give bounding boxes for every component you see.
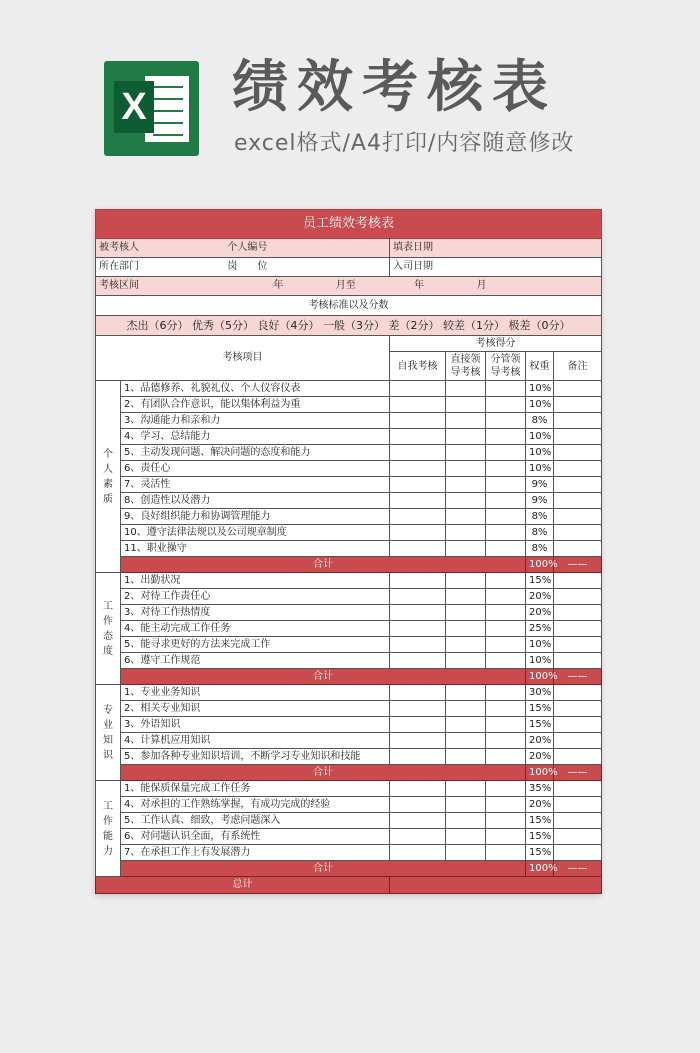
item-cell: 1、能保质保量完成工作任务 [121,781,390,797]
remark-cell[interactable] [554,493,602,509]
item-cell: 6、对问题认识全面，有系统性 [121,829,390,845]
direct-score-cell[interactable] [446,621,486,637]
category-cell [96,685,121,781]
table-row [96,397,602,413]
table-row [96,749,602,765]
self-score-cell[interactable] [390,493,446,509]
item-cell: 2、对待工作责任心 [121,589,390,605]
branch-score-cell[interactable] [486,541,526,557]
table-row [96,733,602,749]
item-cell: 1、品德修养、礼貌礼仪、个人仪容仪表 [121,381,390,397]
direct-score-cell[interactable] [446,637,486,653]
total-label: 总计 [96,877,390,894]
item-cell: 1、专业业务知识 [121,685,390,701]
col-branch: 分管领导考核 [486,352,526,381]
remark-cell[interactable] [554,845,602,861]
item-cell: 3、沟通能力和亲和力 [121,413,390,429]
weight-cell: 15% [526,829,554,845]
direct-score-cell[interactable] [446,541,486,557]
remark-cell[interactable] [554,461,602,477]
remark-cell[interactable] [554,589,602,605]
branch-score-cell[interactable] [486,525,526,541]
branch-score-cell[interactable] [486,829,526,845]
weight-cell: 20% [526,605,554,621]
table-row [96,605,602,621]
item-cell: 2、相关专业知识 [121,701,390,717]
branch-score-cell[interactable] [486,717,526,733]
remark-cell[interactable] [554,685,602,701]
direct-score-cell[interactable] [446,477,486,493]
weight-cell: 8% [526,525,554,541]
table-row [96,525,602,541]
table-row [96,797,602,813]
item-cell: 3、对待工作热情度 [121,605,390,621]
self-score-cell[interactable] [390,573,446,589]
direct-score-cell[interactable] [446,589,486,605]
item-cell: 4、能主动完成工作任务 [121,621,390,637]
self-score-cell[interactable] [390,797,446,813]
branch-score-cell[interactable] [486,813,526,829]
remark-cell[interactable] [554,829,602,845]
date-label: 填表日期 [393,242,433,253]
category-label: 专业知识 [103,704,113,761]
table-row [96,701,602,717]
weight-cell: 20% [526,589,554,605]
branch-score-cell[interactable] [486,621,526,637]
weight-cell: 10% [526,461,554,477]
sum-label: 合计 [121,765,526,781]
col-remark: 备注 [554,352,602,381]
table-row [96,477,602,493]
direct-score-cell[interactable] [446,461,486,477]
weight-cell: 10% [526,397,554,413]
self-score-cell[interactable] [390,541,446,557]
weight-cell: 20% [526,733,554,749]
sum-remark: —— [554,557,602,573]
branch-score-cell[interactable] [486,397,526,413]
branch-score-cell[interactable] [486,733,526,749]
criteria-title: 考核标准以及分数 [96,296,602,316]
self-score-cell[interactable] [390,845,446,861]
weight-cell: 15% [526,813,554,829]
weight-cell: 8% [526,413,554,429]
direct-score-cell[interactable] [446,445,486,461]
branch-score-cell[interactable] [486,637,526,653]
table-row [96,589,602,605]
direct-score-cell[interactable] [446,381,486,397]
self-score-cell[interactable] [390,445,446,461]
item-cell: 9、良好组织能力和协调管理能力 [121,509,390,525]
col-direct: 直接领导考核 [446,352,486,381]
id-label: 个人编号 [227,242,268,253]
total-value-cell[interactable] [390,877,602,894]
table-row [96,413,602,429]
table-row [96,621,602,637]
weight-cell: 15% [526,701,554,717]
sum-remark: —— [554,765,602,781]
branch-score-cell[interactable] [486,605,526,621]
remark-cell[interactable] [554,541,602,557]
table-row [96,637,602,653]
remark-cell[interactable] [554,637,602,653]
sum-row [96,765,602,781]
self-score-cell[interactable] [390,829,446,845]
category-label: 工作能力 [103,800,113,857]
weight-cell: 8% [526,541,554,557]
col-item: 考核项目 [96,336,390,381]
branch-score-cell[interactable] [486,781,526,797]
item-cell: 2、有团队合作意识，能以集体利益为重 [121,397,390,413]
weight-cell: 15% [526,573,554,589]
remark-cell[interactable] [554,733,602,749]
period-month-to: 月至 [335,280,356,291]
form-title: 员工绩效考核表 [96,210,602,239]
table-row [96,845,602,861]
item-cell: 11、职业操守 [121,541,390,557]
branch-score-cell[interactable] [486,685,526,701]
remark-cell[interactable] [554,605,602,621]
weight-cell: 15% [526,717,554,733]
item-cell: 5、能寻求更好的方法来完成工作 [121,637,390,653]
branch-score-cell[interactable] [486,381,526,397]
remark-cell[interactable] [554,621,602,637]
period-year2: 年 [414,280,425,291]
branch-score-cell[interactable] [486,573,526,589]
logo-letter: X [114,81,154,133]
self-score-cell[interactable] [390,781,446,797]
weight-cell: 20% [526,749,554,765]
category-label: 工作态度 [103,600,113,657]
name-label: 被考核人 [99,242,139,253]
self-score-cell[interactable] [390,525,446,541]
direct-score-cell[interactable] [446,813,486,829]
item-cell: 6、遵守工作规范 [121,653,390,669]
remark-cell[interactable] [554,413,602,429]
weight-cell: 25% [526,621,554,637]
table-row [96,445,602,461]
remark-cell[interactable] [554,573,602,589]
remark-cell[interactable] [554,429,602,445]
remark-cell[interactable] [554,813,602,829]
table-row [96,781,602,797]
remark-cell[interactable] [554,781,602,797]
item-cell: 4、对承担的工作熟练掌握，有成功完成的经验 [121,797,390,813]
direct-score-cell[interactable] [446,413,486,429]
self-score-cell[interactable] [390,477,446,493]
direct-score-cell[interactable] [446,797,486,813]
weight-cell: 10% [526,429,554,445]
self-score-cell[interactable] [390,413,446,429]
branch-score-cell[interactable] [486,797,526,813]
sum-weight: 100% [526,557,554,573]
self-score-cell[interactable] [390,605,446,621]
sum-label: 合计 [121,861,526,877]
weight-cell: 20% [526,797,554,813]
table-row [96,573,602,589]
info-cell[interactable] [96,239,390,258]
spreadsheet [95,209,601,894]
table-row [96,461,602,477]
dept-label: 所在部门 [99,261,139,272]
sum-remark: —— [554,861,602,877]
weight-cell: 10% [526,653,554,669]
page-subtitle: excel格式/A4打印/内容随意修改 [234,131,575,156]
table-row [96,653,602,669]
period-label: 考核区间 [99,280,139,291]
branch-score-cell[interactable] [486,701,526,717]
category-label: 个人素质 [103,448,113,505]
direct-score-cell[interactable] [446,653,486,669]
sum-row [96,669,602,685]
self-score-cell[interactable] [390,429,446,445]
remark-cell[interactable] [554,749,602,765]
remark-cell[interactable] [554,701,602,717]
weight-cell: 8% [526,509,554,525]
self-score-cell[interactable] [390,717,446,733]
excel-icon [104,61,199,156]
self-score-cell[interactable] [390,589,446,605]
sum-row [96,861,602,877]
direct-score-cell[interactable] [446,429,486,445]
item-cell: 4、计算机应用知识 [121,733,390,749]
banner [0,0,700,200]
branch-score-cell[interactable] [486,445,526,461]
remark-cell[interactable] [554,477,602,493]
sum-weight: 100% [526,765,554,781]
sum-row [96,557,602,573]
table-row [96,509,602,525]
weight-cell: 10% [526,637,554,653]
direct-score-cell[interactable] [446,829,486,845]
remark-cell[interactable] [554,397,602,413]
join-label: 入司日期 [393,261,433,272]
col-weight: 权重 [526,352,554,381]
direct-score-cell[interactable] [446,845,486,861]
item-cell: 6、责任心 [121,461,390,477]
self-score-cell[interactable] [390,653,446,669]
category-cell [96,781,121,877]
self-score-cell[interactable] [390,461,446,477]
item-cell: 7、灵活性 [121,477,390,493]
branch-score-cell[interactable] [486,429,526,445]
remark-cell[interactable] [554,653,602,669]
self-score-cell[interactable] [390,509,446,525]
self-score-cell[interactable] [390,397,446,413]
item-cell: 7、在承担工作上有发展潜力 [121,845,390,861]
direct-score-cell[interactable] [446,509,486,525]
branch-score-cell[interactable] [486,509,526,525]
info-cell[interactable] [96,258,390,277]
direct-score-cell[interactable] [446,733,486,749]
remark-cell[interactable] [554,381,602,397]
direct-score-cell[interactable] [446,605,486,621]
direct-score-cell[interactable] [446,493,486,509]
weight-cell: 10% [526,445,554,461]
table-row [96,493,602,509]
weight-cell: 35% [526,781,554,797]
direct-score-cell[interactable] [446,781,486,797]
table-row [96,829,602,845]
item-cell: 1、出勤状况 [121,573,390,589]
self-score-cell[interactable] [390,733,446,749]
direct-score-cell[interactable] [446,717,486,733]
direct-score-cell[interactable] [446,685,486,701]
category-cell [96,573,121,685]
item-cell: 5、主动发现问题、解决问题的态度和能力 [121,445,390,461]
info-cell[interactable] [390,258,602,277]
table-row [96,429,602,445]
branch-score-cell[interactable] [486,749,526,765]
direct-score-cell[interactable] [446,525,486,541]
weight-cell: 15% [526,845,554,861]
remark-cell[interactable] [554,445,602,461]
self-score-cell[interactable] [390,749,446,765]
table-row [96,685,602,701]
item-cell: 5、工作认真、细致，考虑问题深入 [121,813,390,829]
info-cell[interactable] [390,239,602,258]
weight-cell: 9% [526,477,554,493]
self-score-cell[interactable] [390,637,446,653]
branch-score-cell[interactable] [486,589,526,605]
item-cell: 10、遵守法律法规以及公司规章制度 [121,525,390,541]
category-cell [96,381,121,573]
item-cell: 3、外语知识 [121,717,390,733]
branch-score-cell[interactable] [486,493,526,509]
page-title: 绩效考核表 [232,55,557,120]
table-row [96,381,602,397]
branch-score-cell[interactable] [486,477,526,493]
remark-cell[interactable] [554,717,602,733]
table-row [96,813,602,829]
sum-weight: 100% [526,669,554,685]
direct-score-cell[interactable] [446,397,486,413]
criteria-line: 杰出（6分） 优秀（5分） 良好（4分） 一般（3分） 差（2分） 较差（1分） 极差（0分） [96,316,602,336]
branch-score-cell[interactable] [486,461,526,477]
sum-weight: 100% [526,861,554,877]
period-cell[interactable] [96,277,602,296]
sum-label: 合计 [121,557,526,573]
remark-cell[interactable] [554,509,602,525]
period-year1: 年 [273,280,284,291]
weight-cell: 30% [526,685,554,701]
table-row [96,717,602,733]
post-label: 岗 位 [227,261,268,272]
self-score-cell[interactable] [390,621,446,637]
sum-label: 合计 [121,669,526,685]
self-score-cell[interactable] [390,701,446,717]
direct-score-cell[interactable] [446,701,486,717]
col-self: 自我考核 [390,352,446,381]
remark-cell[interactable] [554,525,602,541]
col-score: 考核得分 [390,336,602,352]
item-cell: 8、创造性以及潜力 [121,493,390,509]
table-row [96,541,602,557]
item-cell: 5、参加各种专业知识培训，不断学习专业知识和技能 [121,749,390,765]
item-cell: 4、学习、总结能力 [121,429,390,445]
remark-cell[interactable] [554,797,602,813]
appraisal-table [95,209,602,894]
branch-score-cell[interactable] [486,653,526,669]
period-month2: 月 [476,280,487,291]
weight-cell: 9% [526,493,554,509]
branch-score-cell[interactable] [486,845,526,861]
sum-remark: —— [554,669,602,685]
weight-cell: 10% [526,381,554,397]
self-score-cell[interactable] [390,685,446,701]
direct-score-cell[interactable] [446,749,486,765]
self-score-cell[interactable] [390,381,446,397]
direct-score-cell[interactable] [446,573,486,589]
self-score-cell[interactable] [390,813,446,829]
total-row [96,877,602,894]
branch-score-cell[interactable] [486,413,526,429]
